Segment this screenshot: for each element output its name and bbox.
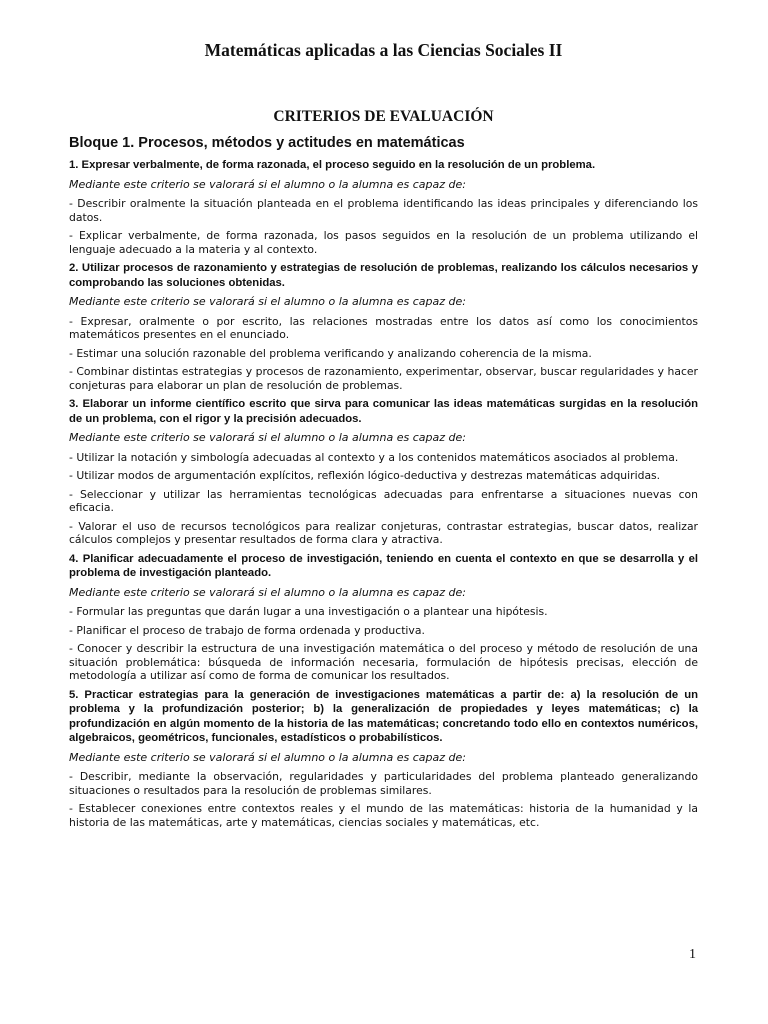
- criterion-title: 5. Practicar estrategias para la generación de investigaciones matemáticas a partir de: a) la resolución de un problema y la profundización posterior; b) la generalización de propiedades y leyes matemáticas; c) la profundización en algún momento de la historia de las matemáticas; concretando todo ello en contextos numéricos, algebraicos, geométricos, funcionales, estadísticos o probabilísticos.: [69, 688, 698, 744]
- criterion-title: 1. Expresar verbalmente, de forma razonada, el proceso seguido en la resolución de un problema.: [69, 159, 596, 171]
- criterion-item: - Utilizar la notación y simbología adecuadas al contexto y a los contenidos matemáticos asociados al problema.: [69, 450, 679, 464]
- criterion-item: - Planificar el proceso de trabajo de forma ordenada y productiva.: [69, 623, 425, 637]
- criterion-item: - Expresar, oralmente o por escrito, las relaciones mostradas entre los datos así como los conocimientos matemáticos presentes en el enunciado.: [69, 314, 698, 341]
- criterion-title: 2. Utilizar procesos de razonamiento y estrategias de resolución de problemas, realizando los cálculos necesarios y comprobando las soluciones obtenidas.: [69, 262, 698, 289]
- block-title: Bloque 1. Procesos, métodos y actitudes en matemáticas: [69, 135, 465, 151]
- document-title: Matemáticas aplicadas a las Ciencias Sociales II: [204, 40, 563, 60]
- criterion-5: [69, 688, 698, 830]
- criterion-item: - Formular las preguntas que darán lugar a una investigación o a plantear una hipótesis.: [69, 605, 548, 618]
- criterion-item: - Estimar una solución razonable del problema verificando y analizando coherencia de la misma.: [69, 346, 592, 360]
- criterion-intro: Mediante este criterio se valorará si el alumno o la alumna es capaz de:: [69, 177, 466, 191]
- criterion-3: [69, 397, 698, 547]
- criterion-item: - Conocer y describir la estructura de una investigación matemática o del proceso y método de resolución de una situación problemática: búsqueda de información necesaria, formulación de hipótesis precisas, elección de metodología a utilizar así como de forma de comunicar los resultados.: [69, 642, 698, 682]
- criterion-item: - Explicar verbalmente, de forma razonada, los pasos seguidos en la resolución de un problema utilizando el lenguaje adecuado a la materia y al contexto.: [69, 229, 698, 256]
- criterion-2: [69, 261, 698, 392]
- criterion-intro: Mediante este criterio se valorará si el alumno o la alumna es capaz de:: [69, 585, 466, 599]
- criterion-4: [69, 552, 698, 683]
- criterion-item: - Seleccionar y utilizar las herramientas tecnológicas adecuadas para enfrentarse a situaciones nuevas con eficacia.: [69, 487, 698, 514]
- criterion-item: - Utilizar modos de argumentación explícitos, reflexión lógico-deductiva y destrezas matemáticas adquiridas.: [69, 469, 661, 482]
- criterion-title: 3. Elaborar un informe científico escrito que sirva para comunicar las ideas matemáticas surgidas en la resolución de un problema, con el rigor y la precisión adecuados.: [69, 398, 698, 425]
- criterion-item: - Describir, mediante la observación, regularidades y particularidades del problema planteado generalizando situaciones o resultados para la resolución de problemas similares.: [69, 770, 698, 797]
- criterion-item: - Describir oralmente la situación planteada en el problema identificando las ideas principales y diferenciando los datos.: [69, 197, 698, 224]
- criterion-intro: Mediante este criterio se valorará si el alumno o la alumna es capaz de:: [69, 431, 466, 444]
- section-title: CRITERIOS DE EVALUACIÓN: [273, 108, 494, 125]
- criterion-item: - Combinar distintas estrategias y procesos de razonamiento, experimentar, observar, buscar regularidades y hacer conjeturas para elaborar un plan de resolución de problemas.: [69, 365, 698, 392]
- criterion-1: [69, 158, 698, 256]
- criterion-item: - Establecer conexiones entre contextos reales y el mundo de las matemáticas: historia de la humanidad y la historia de las matemáticas, arte y matemáticas, ciencias sociales y matemáticas, etc.: [69, 802, 698, 829]
- criterion-item: - Valorar el uso de recursos tecnológicos para realizar conjeturas, contrastar estrategias, buscar datos, realizar cálculos complejos y presentar resultados de forma clara y atractiva.: [69, 519, 698, 546]
- criterion-intro: Mediante este criterio se valorará si el alumno o la alumna es capaz de:: [69, 750, 466, 764]
- page-number: 1: [689, 947, 696, 962]
- criterion-intro: Mediante este criterio se valorará si el alumno o la alumna es capaz de:: [69, 295, 466, 308]
- criterion-title: 4. Planificar adecuadamente el proceso de investigación, teniendo en cuenta el contexto en que se desarrolla y el problema de investigación planteado.: [69, 552, 698, 579]
